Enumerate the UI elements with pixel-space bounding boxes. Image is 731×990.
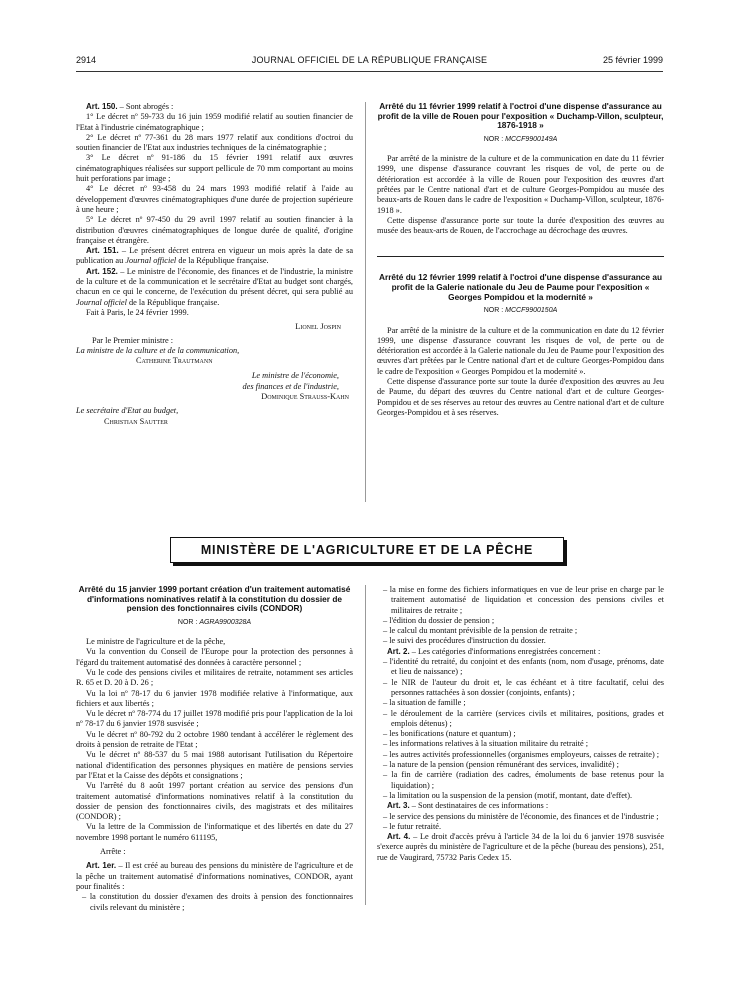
art150-text: – Sont abrogés : <box>117 102 174 111</box>
art2-label: Art. 2. <box>387 646 410 656</box>
par-premier-ministre: Par le Premier ministre : <box>92 335 174 345</box>
art4-text: – Le droit d'accès prévu à l'article 34 de la loi du 6 janvier 1978 susvisée s'exerce auprès du ministère de l'agriculture et de la pêche (bureau des pensions), 251, rue de Vaugirard, 75732 Paris Cedex 15. <box>377 832 665 862</box>
visa-1: Vu la convention du Conseil de l'Europe pour la protection des personnes à l'égard du traitement automatisé des données à caractère personnel ; <box>76 647 353 667</box>
visa-0: Le ministre de l'agriculture et de la pêche, <box>86 637 226 647</box>
ministre-culture-name: Catherine Trautmann <box>136 356 213 366</box>
nor-code: AGRA9900328A <box>199 618 252 626</box>
categorie-10: – la limitation ou la suspension de la pension (motif, montant, date d'effet). <box>383 790 633 800</box>
art4-paragraph <box>377 832 664 863</box>
secretaire-budget-name: Christian Sautter <box>104 416 168 426</box>
issue-date: 25 février 1999 <box>602 55 663 65</box>
art151-text-end: de la République française. <box>176 256 269 266</box>
ministre-eco-title-1: Le ministre de l'économie, <box>251 371 339 381</box>
arrete-paume-nor <box>377 306 664 316</box>
art150-item-5: 5° Le décret nº 97-450 du 29 avril 1997 relatif au soutien financier à la distribution d'œuvres cinématographiques de longue durée de qualité, d'origine française et étrangère. <box>76 215 353 245</box>
column-divider-bottom <box>365 585 366 905</box>
visa-8: Vu la lettre de la Commission de l'informatique et des libertés en date du 27 novembre 1998 portant le numéro 611195, <box>76 822 353 842</box>
art151-label: Art. 151. <box>86 246 119 256</box>
categorie-9: – la fin de carrière (radiation des cadres, émoluments de base retenus pour la liquidation) ; <box>383 770 664 790</box>
art152-label: Art. 152. <box>86 266 118 276</box>
column-divider-top <box>365 102 366 502</box>
signature-pm: Lionel Jospin <box>295 322 341 332</box>
nor-label: NOR : <box>483 307 504 315</box>
categorie-1: – l'identité du retraité, du conjoint et des enfants (nom, nom d'usage, prénoms, date et lieu de naissance) ; <box>383 657 664 677</box>
top-left-column <box>76 102 353 427</box>
art150-item-1: 1° Le décret nº 59-733 du 16 juin 1959 modifié relatif au soutien financier de l'Etat à l'industrie cinématographique ; <box>76 112 353 132</box>
categorie-8: – la nature de la pension (pension rémunérant des services, invalidité) ; <box>383 760 619 770</box>
categorie-4: – le déroulement de la carrière (services civils et militaires, positions, grades et emplois détenus) ; <box>383 708 664 728</box>
art1-text: – Il est créé au bureau des pensions du ministère de l'agriculture et de la pêche un traitement automatisé d'informations nominatives, CONDOR, ayant pour finalités : <box>76 861 354 891</box>
journal-officiel-ref: Journal officiel <box>125 256 177 266</box>
art152-text: – Le ministre de l'économie, des finances et de l'industrie, la ministre de la culture et de la communication et le secrétaire d'Etat au budget sont chargés, chacun en ce qui le concerne, de l'exécution du présent décret, qui sera publié au <box>76 266 353 297</box>
article-separator <box>377 256 664 257</box>
arrete-rouen-title: Arrêté du 11 février 1999 relatif à l'octroi d'une dispense d'assurance au profit de la ville de Rouen pour l'exposition « Duchamp-Villon, sculpteur, 1876-1918 » <box>377 101 664 131</box>
art150-item-3: 3° Le décret nº 91-186 du 15 février 1991 relatif aux œuvres cinématographiques réalisées sur support pellicule de 70 mm comportant au moins huit perforations par image ; <box>76 153 353 184</box>
art1-label: Art. 1er. <box>86 861 117 871</box>
arrete-rouen-nor <box>377 135 664 145</box>
secretaire-budget-title: Le secrétaire d'Etat au budget, <box>76 406 179 416</box>
ministre-eco-title-2: des finances et de l'industrie, <box>242 381 339 391</box>
art4-label: Art. 4. <box>387 832 411 842</box>
categorie-5: – les bonifications (nature et quantum) ; <box>383 729 516 739</box>
art2-text: – Les catégories d'informations enregistrées concernent : <box>409 646 601 656</box>
visa-4: Vu le décret nº 78-774 du 17 juillet 1978 modifié pris pour l'application de la loi nº 78-17 du 6 janvier 1978 susvisée ; <box>76 709 353 729</box>
nor-label: NOR : <box>177 618 198 626</box>
art1-dash: – la constitution du dossier d'examen des droits à pension des fonctionnaires civils relevant du ministère ; <box>82 892 353 912</box>
arrete-paume-p2: Cette dispense d'assurance porte sur toute la durée d'exposition des œuvres au Jeu de Paume, du départ des œuvres du Centre national d'art et de culture Georges-Pompidou et de ses réserves au retour des œuvres au Centre national d'art et de culture Georges-Pompidou et à ses réserves. <box>377 377 664 417</box>
page-header <box>76 55 663 69</box>
art2-paragraph <box>377 647 664 657</box>
art3-text: – Sont destinataires de ces informations : <box>409 801 549 811</box>
finalite-1: – la mise en forme des fichiers informatiques en vue de leur prise en charge par le traitement automatisé de liquidation et concession des pensions civiles et militaires de retraite ; <box>383 585 664 615</box>
art152-text-end: de la République française. <box>126 297 220 307</box>
art150-item-4: 4° Le décret nº 93-458 du 24 mars 1993 modifié relatif à l'aide au développement d'œuvres cinématographiques d'une durée de projection supérieure à une heure ; <box>76 184 353 214</box>
arrete-paume-title: Arrêté du 12 février 1999 relatif à l'octroi d'une dispense d'assurance au profit de la Galerie nationale du Jeu de Paume pour l'exposition « Georges Pompidou et la modernité » <box>378 272 663 302</box>
finalite-3: – le calcul du montant prévisible de la pension de retraite ; <box>383 626 578 636</box>
visa-2: Vu le code des pensions civiles et militaires de retraite, notamment ses articles R. 65 et D. 20 à D. 26 ; <box>76 667 353 688</box>
arrete-condor-title: Arrêté du 15 janvier 1999 portant création d'un traitement automatisé d'informations nominatives relatif à la constitution du dossier de pension des fonctionnaires civils (CONDOR) <box>78 584 351 614</box>
art150-label: Art. 150. <box>86 102 118 111</box>
destinataire-2: – le futur retraité. <box>383 821 442 831</box>
bottom-right-column <box>377 585 664 863</box>
visa-3: Vu la loi nº 78-17 du 6 janvier 1978 modifiée relative à l'informatique, aux fichiers et aux libertés ; <box>76 688 353 708</box>
visa-7: Vu l'arrêté du 8 août 1997 portant création au service des pensions d'un traitement automatisé d'informations nominatives relatif à la constitution du dossier de pension des fonctionnaires civils, des magistrats et des militaires (CONDOR) ; <box>76 781 353 822</box>
categorie-6: – les informations relatives à la situation militaire du retraité ; <box>383 739 589 749</box>
art152-paragraph <box>76 267 353 308</box>
categorie-3: – la situation de famille ; <box>383 698 466 708</box>
categorie-2: – le NIR de l'auteur du droit et, le cas échéant et à titre facultatif, celui des personnes rattachées à son dossier (conjoints, enfants) ; <box>383 677 664 697</box>
section-title: MINISTÈRE DE L'AGRICULTURE ET DE LA PÊCHE <box>170 537 564 563</box>
art1-paragraph <box>76 861 353 892</box>
arrete-paume-p1: Par arrêté de la ministre de la culture et de la communication en date du 12 février 1999, une dispense d'assurance couvrant les risques de vol, de perte ou de détérioration est accordée à la Galerie nationale du Jeu de Paume pour l'exposition des œuvres d'art prêtées par le Centre national d'art et de culture Georges-Pompidou dans le cadre de l'exposition « Georges Pompidou et la modernité ». <box>377 325 664 376</box>
art3-paragraph <box>377 801 664 811</box>
arrete-rouen-p2: Cette dispense d'assurance porte sur toute la durée d'exposition des œuvres au musée des beaux-arts de Rouen, de l'accrochage au décrochage des œuvres. <box>377 215 664 236</box>
categorie-7: – les autres activités professionnelles (organismes employeurs, caisses de retraite) ; <box>383 749 660 759</box>
ministre-eco-name: Dominique Strauss-Kahn <box>261 392 349 402</box>
journal-officiel-ref: Journal officiel <box>76 297 127 307</box>
finalite-4: – le suivi des procédures d'instruction du dossier. <box>383 636 546 646</box>
ministre-culture-title: La ministre de la culture et de la communication, <box>76 345 240 355</box>
arrete-word: Arrête : <box>100 847 126 857</box>
arrete-rouen-p1: Par arrêté de la ministre de la culture et de la communication en date du 11 février 1999, une dispense d'assurance couvrant les risques de vol, de perte ou de détérioration est accordée à la ville de Rouen pour l'exposition des œuvres d'art prêtées par le Centre national d'art et de culture Georges-Pompidou au musée des beaux-arts de Rouen dans le cadre de l'exposition « Duchamp-Villon, sculpteur, 1876-1918 ». <box>377 154 664 215</box>
art3-label: Art. 3. <box>387 801 410 811</box>
destinataire-1: – le service des pensions du ministère de l'économie, des finances et de l'industrie ; <box>383 811 659 821</box>
fait-a-paris: Fait à Paris, le 24 février 1999. <box>86 307 189 317</box>
art150-paragraph <box>76 102 353 112</box>
bottom-left-column <box>76 585 353 913</box>
art151-paragraph <box>76 246 353 267</box>
art151-text: – Le présent décret entrera en vigueur un mois après la date de sa publication au <box>76 246 353 266</box>
nor-code: MCCF9900150A <box>505 307 558 315</box>
visa-5: Vu le décret nº 80-792 du 2 octobre 1980 tendant à accélérer le règlement des droits à pension de retraite de l'Etat ; <box>76 729 353 750</box>
journal-title: JOURNAL OFFICIEL DE LA RÉPUBLIQUE FRANÇAISE <box>251 55 488 65</box>
nor-label: NOR : <box>483 135 504 143</box>
arrete-condor-nor <box>76 618 353 628</box>
header-rule <box>76 71 663 72</box>
art150-item-2: 2° Le décret nº 77-361 du 28 mars 1977 relatif aux conditions d'octroi du soutien financier de l'Etat aux industries techniques de la cinématographie ; <box>76 132 353 153</box>
top-right-column <box>377 102 664 418</box>
page-number: 2914 <box>76 55 97 65</box>
visa-6: Vu le décret nº 88-537 du 5 mai 1988 autorisant l'utilisation du Répertoire national d'identification des personnes physiques en matière de pensions servies par l'Etat et la Caisse des dépôts et consignations ; <box>76 750 353 780</box>
finalite-2: – l'édition du dossier de pension ; <box>383 615 495 625</box>
nor-code: MCCF9900149A <box>505 135 558 143</box>
